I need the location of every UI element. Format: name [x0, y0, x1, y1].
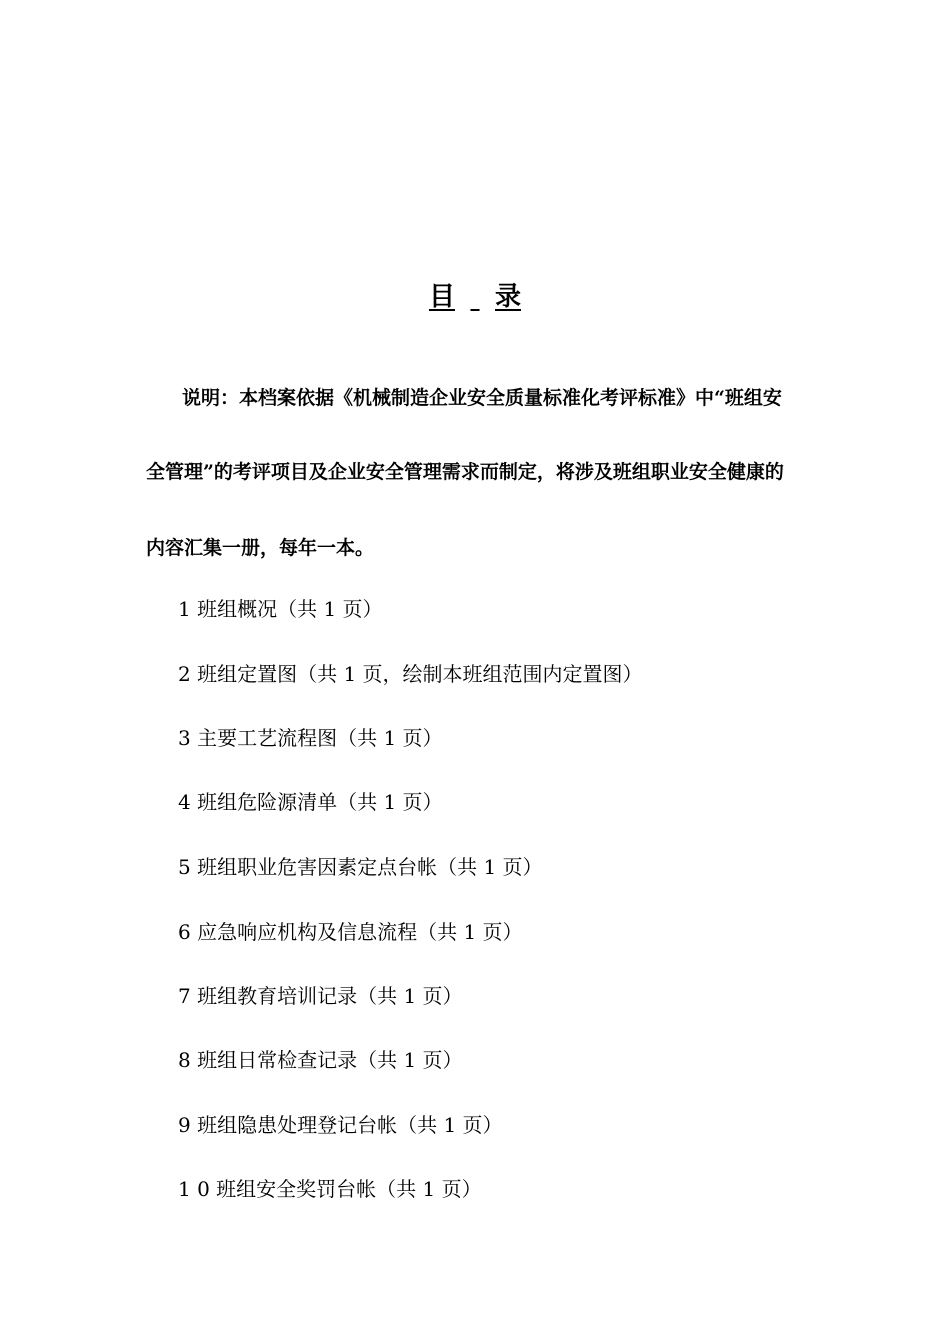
note-line-2: 全管理”的考评项目及企业安全管理需求而制定，将涉及班组职业安全健康的	[146, 461, 784, 483]
toc-item-3: 3 主要工艺流程图（共 1 页）	[178, 726, 443, 750]
title-part-2: 录	[495, 282, 522, 312]
toc-item-7: 7 班组教育培训记录（共 1 页）	[178, 984, 463, 1008]
toc-item-2: 2 班组定置图（共 1 页，绘制本班组范围内定置图）	[178, 662, 643, 686]
title-gap	[455, 282, 495, 312]
toc-item-10: 1 0 班组安全奖罚台帐（共 1 页）	[178, 1177, 482, 1201]
toc-item-5: 5 班组职业危害因素定点台帐（共 1 页）	[178, 855, 543, 879]
title-part-1: 目	[428, 282, 455, 312]
note-line-1: 说明：本档案依据《机械制造企业安全质量标准化考评标准》中“班组安	[182, 387, 782, 409]
toc-item-6: 6 应急响应机构及信息流程（共 1 页）	[178, 920, 523, 944]
toc-item-1: 1 班组概况（共 1 页）	[178, 597, 383, 621]
toc-item-4: 4 班组危险源清单（共 1 页）	[178, 790, 443, 814]
note-line-3: 内容汇集一册，每年一本。	[146, 537, 375, 559]
toc-item-8: 8 班组日常检查记录（共 1 页）	[178, 1048, 463, 1072]
page-title	[0, 276, 950, 313]
toc-item-9: 9 班组隐患处理登记台帐（共 1 页）	[178, 1113, 503, 1137]
